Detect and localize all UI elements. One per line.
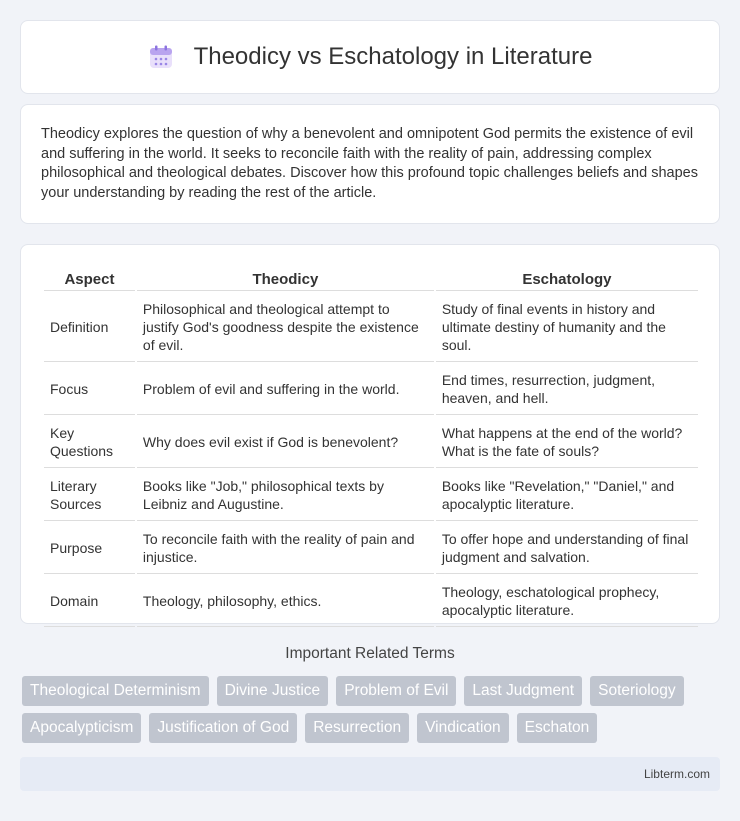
- row-aspect: Domain: [44, 576, 135, 627]
- related-term-tag[interactable]: Soteriology: [590, 676, 684, 706]
- row-theodicy: Books like "Job," philosophical texts by Leibniz and Augustine.: [137, 470, 434, 521]
- header-aspect: Aspect: [44, 267, 135, 291]
- related-terms-list: [22, 676, 722, 750]
- row-eschatology: Study of final events in history and ultimate destiny of humanity and the soul.: [436, 293, 698, 362]
- related-term-tag[interactable]: Theological Determinism: [22, 676, 209, 706]
- row-aspect: Literary Sources: [44, 470, 135, 521]
- row-theodicy: Philosophical and theological attempt to justify God's goodness despite the existence of evil.: [137, 293, 434, 362]
- footer-site-link[interactable]: Libterm.com: [643, 767, 710, 781]
- row-theodicy: Why does evil exist if God is benevolent?: [137, 417, 434, 468]
- header-card: [20, 20, 720, 94]
- comparison-table-card: [20, 244, 720, 624]
- related-term-tag[interactable]: Eschaton: [517, 713, 598, 743]
- related-term-tag[interactable]: Resurrection: [305, 713, 409, 743]
- related-term-tag[interactable]: Justification of God: [149, 713, 297, 743]
- related-term-tag[interactable]: Vindication: [417, 713, 509, 743]
- page-title: Theodicy vs Eschatology in Literature: [193, 43, 593, 70]
- row-eschatology: Theology, eschatological prophecy, apocalyptic literature.: [436, 576, 698, 627]
- row-aspect: Purpose: [44, 523, 135, 574]
- intro-text: Theodicy explores the question of why a benevolent and omnipotent God permits the existence of evil and suffering in the world. It seeks to reconcile faith with the reality of pain, addressing complex philosophical and theological debates. Discover how this profound topic challenges beliefs and shapes your understanding by reading the rest of the article.: [41, 126, 698, 201]
- table-header-row: [44, 267, 698, 291]
- table-row: [44, 364, 698, 415]
- table-row: [44, 576, 698, 627]
- row-aspect: Key Questions: [44, 417, 135, 468]
- row-theodicy: To reconcile faith with the reality of pain and injustice.: [137, 523, 434, 574]
- intro-card: [20, 104, 720, 224]
- row-theodicy: Problem of evil and suffering in the world.: [137, 364, 434, 415]
- related-terms-title: Important Related Terms: [285, 645, 455, 662]
- header-eschatology: Eschatology: [436, 267, 698, 291]
- row-eschatology: What happens at the end of the world? What is the fate of souls?: [436, 417, 698, 468]
- related-term-tag[interactable]: Apocalypticism: [22, 713, 141, 743]
- header-theodicy: Theodicy: [137, 267, 434, 291]
- row-theodicy: Theology, philosophy, ethics.: [137, 576, 434, 627]
- row-aspect: Focus: [44, 364, 135, 415]
- calendar-icon: [148, 44, 174, 70]
- table-row: [44, 470, 698, 521]
- row-eschatology: End times, resurrection, judgment, heaven, and hell.: [436, 364, 698, 415]
- footer: [20, 757, 720, 791]
- row-eschatology: To offer hope and understanding of final judgment and salvation.: [436, 523, 698, 574]
- table-row: [44, 293, 698, 362]
- table-row: [44, 417, 698, 468]
- related-term-tag[interactable]: Last Judgment: [464, 676, 582, 706]
- row-aspect: Definition: [44, 293, 135, 362]
- related-term-tag[interactable]: Divine Justice: [217, 676, 329, 706]
- comparison-table: [42, 265, 700, 629]
- related-term-tag[interactable]: Problem of Evil: [336, 676, 456, 706]
- table-row: [44, 523, 698, 574]
- row-eschatology: Books like "Revelation," "Daniel," and apocalyptic literature.: [436, 470, 698, 521]
